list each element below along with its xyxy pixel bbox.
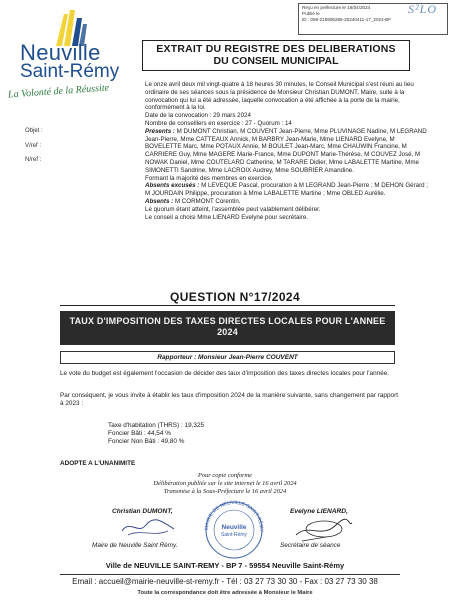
stamp-ring-text: MAIRIE DE NEUVILLE SAINT-RÉMY: [203, 500, 265, 533]
absent-list: M CORMONT Corentin.: [174, 197, 241, 205]
stamp-received-line: Reçu en préfecture le 16/04/2024: [302, 5, 371, 10]
tax-rate-habitation: Taxe d'habitation (THRS) : 19,325: [108, 422, 205, 429]
footer-divider: [60, 574, 400, 575]
prefecture-stamp: [298, 3, 448, 35]
transmission-line: Transmise à la Sous-Préfecture le 16 avril 2024: [163, 488, 287, 495]
mayor-signature-icon: [118, 515, 178, 539]
proposal-paragraph: Par conséquent, je vous invite à établir les taux d'imposition 2024 de la manière suivante, sans changement par rapport à 2023 :: [60, 392, 398, 407]
label-nref: N/ref :: [25, 157, 42, 163]
rapporteur-box: Rapporteur : Monsieur Jean-Pierre COUVENT: [60, 351, 395, 364]
stamp-id-line: ID : 059-215906285-20240411-17_2024-BF: [302, 17, 392, 23]
footer-address: [0, 561, 450, 570]
banner-line1: TAUX D'IMPOSITION DES TAXES DIRECTES LOCALES POUR L'ANNEE: [69, 316, 386, 326]
footer-correspondence: [0, 590, 450, 596]
tax-rate-foncier-non-bati: Foncier Non Bâti : 49,80 %: [108, 438, 185, 445]
certified-copy-line: Pour copie conforme: [198, 472, 252, 479]
stamp-published-line: Publié le: [302, 11, 320, 17]
stamp-name-line1: Neuville: [221, 524, 247, 531]
absent-paragraph: [145, 198, 430, 206]
publication-line: Délibération publiée sur le site internet le 16 avril 2024: [153, 480, 297, 487]
excused-paragraph: [145, 182, 430, 198]
intro-paragraph: Le onze avril deux mil vingt-quatre à 18 heures 30 minutes, le Conseil Municipal s'est réuni au lieu ordinaire de ses séances sous la présidence de Monsieur Christian DUMONT, Maire, suite à la convocation qui lui a été adressée, laquelle convocation a été affichée à la porte de la mairie, conformément à la loi.: [145, 81, 414, 112]
secretary-role: Secrétaire de séance: [280, 542, 341, 549]
excused-label: Absents excusés :: [145, 182, 200, 190]
secretary-line: Le conseil a choisi Mme LIENARD Evelyne pour secrétaire.: [145, 213, 309, 221]
label-objet: Objet :: [25, 128, 43, 134]
mayor-name: Christian DUMONT,: [112, 508, 173, 515]
stamp-name-line2: Saint-Rémy: [220, 532, 248, 538]
official-stamp-icon: [198, 500, 270, 560]
footer-contacts-text: Email : accueil@mairie-neuville-st-remy.fr - Tél : 03 27 73 30 30 - Fax : 03 27 73 30 38: [72, 577, 378, 586]
adoption-result: ADOPTE A L'UNANIMITE: [60, 460, 136, 467]
quorum-line: Le quorum étant atteint, l'assemblée peut valablement délibérer.: [145, 205, 321, 213]
members-count: Nombre de conseillers en exercice : 27 - Quorum : 14: [145, 119, 292, 127]
logo-name-line2: Saint-Rémy: [20, 61, 120, 82]
question-divider: [60, 305, 395, 306]
subject-banner: [60, 311, 395, 345]
banner-line2: 2024: [217, 327, 238, 337]
convocation-date: Date de la convocation : 29 mars 2024: [145, 112, 251, 120]
secretary-signature-icon: [292, 515, 354, 543]
mayor-role: Maire de Neuville Saint Rémy.: [92, 542, 178, 549]
footer-contacts: [0, 577, 450, 586]
header-line2: DU CONSEIL MUNICIPAL: [213, 55, 339, 67]
footer-address-text: Ville de NEUVILLE SAINT-REMY - BP 7 - 59554 Neuville Saint-Rémy: [105, 561, 345, 570]
logo-name-line1: Neuville: [20, 40, 101, 65]
excused-list: M LEVEQUE Pascal, procuration à M LEGRAND Jean-Pierre ; M DEHON Gérard ; M JOURDAIN Philippe, procuration à Mme LABALETTE Martine ; Mme OBLED Aurélie.: [145, 182, 429, 198]
presents-paragraph: [145, 128, 430, 175]
register-header: [142, 40, 410, 71]
header-line1: EXTRAIT DU REGISTRE DES DELIBERATIONS: [156, 43, 396, 55]
presents-label: Présents :: [145, 127, 175, 135]
budget-paragraph: Le vote du budget est également l'occasion de décider des taux d'imposition des taxes directes locales pour l'année.: [60, 370, 390, 377]
secretary-name: Evelyne LIENARD,: [290, 508, 348, 515]
tax-rate-foncier-bati: Foncier Bâti : 44,54 %: [108, 430, 171, 437]
logo-motto: La Volonté de la Réussite: [7, 82, 110, 101]
label-vref: V/ref :: [25, 143, 42, 149]
majority-line: Formant la majorité des membres en exercice.: [145, 174, 273, 182]
question-number: QUESTION N°17/2024: [170, 290, 301, 304]
absent-label: Absents :: [145, 197, 174, 205]
presents-list: M DUMONT Christian, M COUVENT Jean-Pierre, Mme PLUVINAGE Nadine, M LEGRAND Jean-Pierre, Mme CATTEAUX Annick, M BARBRY Jean-Marie, Mme LIENARD Evelyne, M BOVELETTE Marc, Mme POTAUX Annie, M BOULET Jean-Marc, Mme CHAUWIN Francine, M CARRIERE Guy, Mme MAGERE Marie-France, Mme DUPONT Marie-Thérèse, M COUVEZ José, M NOWAK Daniel, Mme COUTELARD Catherine, M TARARE Didier, Mme LABALETTE Martine, Mme SIMONETTI Sandrine, Mme LACROIX Audrey, Mme SOUBRIER Amandine.: [145, 127, 427, 174]
deliberation-body: [145, 81, 430, 221]
stamp-signature: S²LO: [408, 2, 437, 16]
footer-correspondence-text: Toute la correspondance doit être adressée à Monsieur le Maire: [137, 590, 313, 596]
